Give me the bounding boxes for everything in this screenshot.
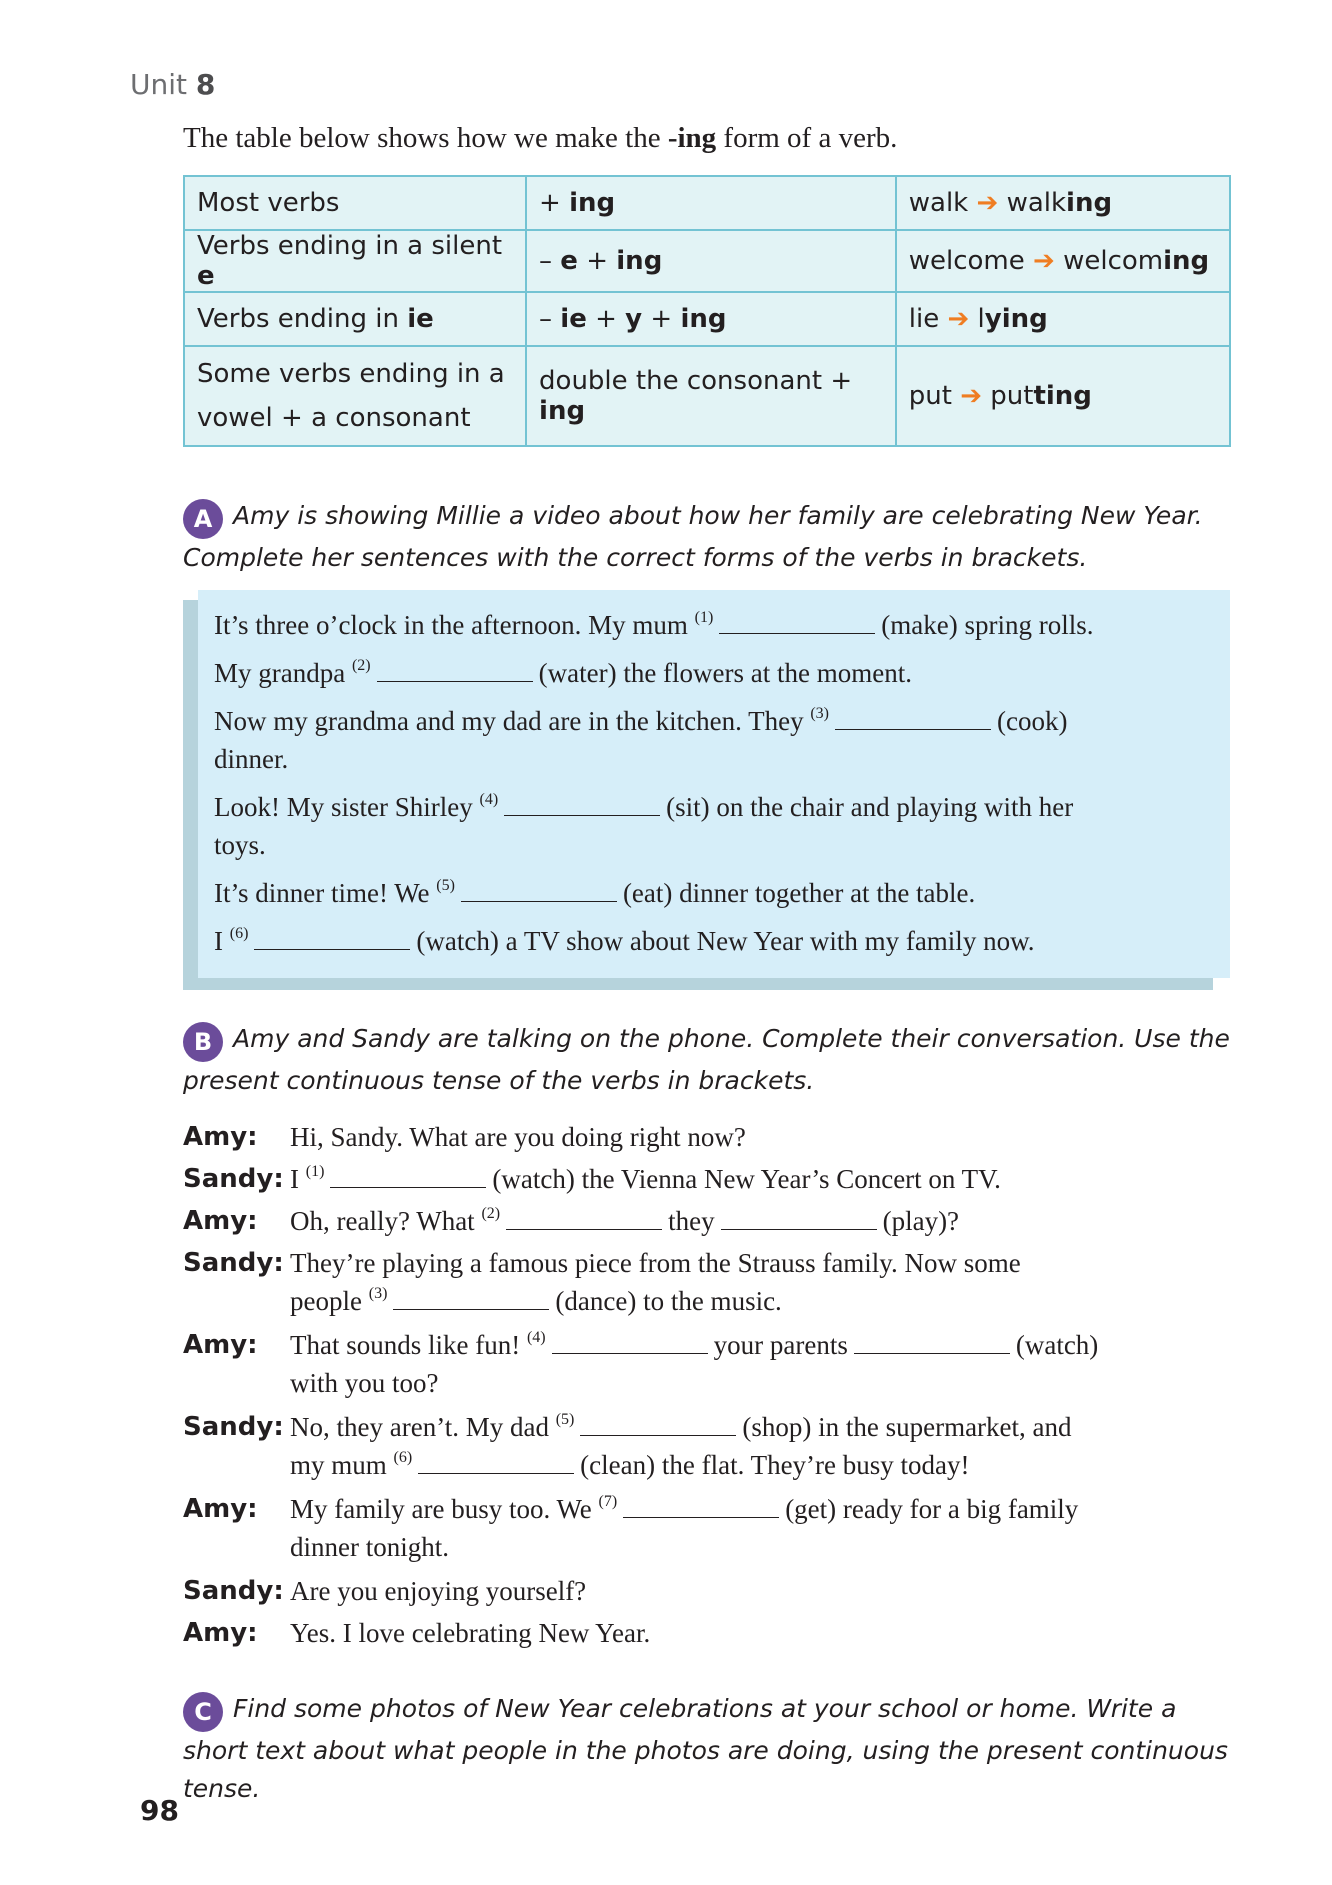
- section-c-instruction-text: Find some photos of New Year celebrations at your school or home. Write a short text about what people in the photos are doing, using the present continuous tense.: [183, 1694, 1228, 1803]
- intro-before: The table below shows how we make the: [183, 122, 668, 154]
- speaker-sandy: Sandy:: [183, 1576, 284, 1606]
- blank-b4a[interactable]: [552, 1329, 708, 1354]
- sentence-2: My grandpa $^{(2)}$ (water) the flowers at the moment.: [214, 657, 912, 688]
- blank-b7[interactable]: [623, 1493, 779, 1518]
- page-number: 98: [140, 1794, 179, 1827]
- section-a-badge: A: [183, 499, 223, 539]
- blank-b2b[interactable]: [721, 1205, 877, 1230]
- unit-header: [130, 68, 215, 101]
- table-row: [184, 176, 1230, 230]
- table-cell-method: + ing: [526, 176, 896, 230]
- arrow-right-icon: ➔: [960, 381, 982, 411]
- table-cell-example: lie ➔ lying: [896, 292, 1230, 346]
- table-cell-example: welcome ➔ welcoming: [896, 230, 1230, 292]
- speaker-sandy: Sandy:: [183, 1248, 284, 1278]
- speaker-sandy: Sandy:: [183, 1412, 284, 1442]
- intro-after: form of a verb.: [716, 122, 898, 154]
- section-a-box: [198, 590, 1230, 978]
- dialog-line: Oh, really? What $^{(2)}$ they (play)?: [290, 1205, 960, 1236]
- speaker-amy: Amy:: [183, 1618, 258, 1648]
- table-row: [184, 292, 1230, 346]
- section-a-instruction-text: Amy is showing Millie a video about how her family are celebrating New Year. Complete her sentences with the correct forms of the verbs in brackets.: [183, 501, 1203, 572]
- table-cell-rule: Verbs ending in a silent e: [184, 230, 526, 292]
- dialog-line: They’re playing a famous piece from the Strauss family. Now some people $^{(3)}$ (dance) to the music.: [290, 1248, 1021, 1316]
- sentence-4: Look! My sister Shirley $^{(4)}$ (sit) on the chair and playing with her toys.: [214, 791, 1074, 860]
- speaker-amy: Amy:: [183, 1206, 258, 1236]
- blank-5[interactable]: [461, 877, 617, 902]
- blank-6[interactable]: [254, 925, 410, 950]
- dialog-line: That sounds like fun! $^{(4)}$ your parents (watch) with you too?: [290, 1329, 1099, 1398]
- table-cell-example: put ➔ putting: [896, 346, 1230, 446]
- table-cell-method: – e + ing: [526, 230, 896, 292]
- blank-4[interactable]: [504, 791, 660, 816]
- speaker-amy: Amy:: [183, 1330, 258, 1360]
- blank-2[interactable]: [377, 657, 533, 682]
- arrow-right-icon: ➔: [1033, 246, 1055, 276]
- blank-3[interactable]: [835, 705, 991, 730]
- sentence-3: Now my grandma and my dad are in the kitchen. They $^{(3)}$ (cook) dinner.: [214, 705, 1068, 774]
- dialog-line: No, they aren’t. My dad $^{(5)}$ (shop) in the supermarket, and my mum $^{(6)}$ (clean) the flat. They’re busy today!: [290, 1411, 1072, 1480]
- table-cell-method: – ie + y + ing: [526, 292, 896, 346]
- dialog-line: Are you enjoying yourself?: [290, 1576, 587, 1606]
- blank-b4b[interactable]: [854, 1329, 1010, 1354]
- section-a-instruction: [183, 497, 1243, 577]
- section-c-badge: C: [183, 1692, 223, 1732]
- dialog-line: I $^{(1)}$ (watch) the Vienna New Year’s Concert on TV.: [290, 1163, 1001, 1194]
- blank-1[interactable]: [719, 609, 875, 634]
- blank-b2a[interactable]: [506, 1205, 662, 1230]
- table-cell-rule: Most verbs: [184, 176, 526, 230]
- blank-b6[interactable]: [418, 1449, 574, 1474]
- table-cell-method: double the consonant + ing: [526, 346, 896, 446]
- table-row: [184, 230, 1230, 292]
- sentence-1: It’s three o’clock in the afternoon. My mum $^{(1)}$ (make) spring rolls.: [214, 609, 1094, 640]
- table-row: [184, 346, 1230, 446]
- intro-text: [183, 122, 897, 155]
- sentence-5: It’s dinner time! We $^{(5)}$ (eat) dinner together at the table.: [214, 877, 976, 908]
- section-b-badge: B: [183, 1022, 223, 1062]
- arrow-right-icon: ➔: [976, 188, 999, 218]
- arrow-right-icon: ➔: [947, 304, 970, 334]
- ing-rules-table: [183, 175, 1231, 447]
- table-cell-example: walk ➔ walking: [896, 176, 1230, 230]
- dialog-line: Hi, Sandy. What are you doing right now?: [290, 1122, 746, 1152]
- speaker-amy: Amy:: [183, 1494, 258, 1524]
- speaker-amy: Amy:: [183, 1122, 258, 1152]
- section-b-instruction: [183, 1020, 1243, 1100]
- blank-b5[interactable]: [580, 1411, 736, 1436]
- section-c-instruction: [183, 1690, 1243, 1808]
- dialog-line: Yes. I love celebrating New Year.: [290, 1618, 651, 1648]
- dialog-line: My family are busy too. We $^{(7)}$ (get) ready for a big family dinner tonight.: [290, 1493, 1079, 1562]
- unit-label: Unit: [130, 68, 187, 101]
- intro-bold: -ing: [667, 122, 717, 154]
- unit-number: 8: [195, 68, 216, 101]
- speaker-sandy: Sandy:: [183, 1164, 284, 1194]
- blank-b1[interactable]: [330, 1163, 486, 1188]
- sentence-6: I $^{(6)}$ (watch) a TV show about New Year with my family now.: [214, 925, 1035, 956]
- section-b-instruction-text: Amy and Sandy are talking on the phone. Complete their conversation. Use the present continuous tense of the verbs in brackets.: [183, 1024, 1230, 1095]
- table-cell-rule: Verbs ending in ie: [184, 292, 526, 346]
- table-cell-rule: Some verbs ending in a vowel + a consonant: [184, 346, 526, 446]
- blank-b3[interactable]: [393, 1285, 549, 1310]
